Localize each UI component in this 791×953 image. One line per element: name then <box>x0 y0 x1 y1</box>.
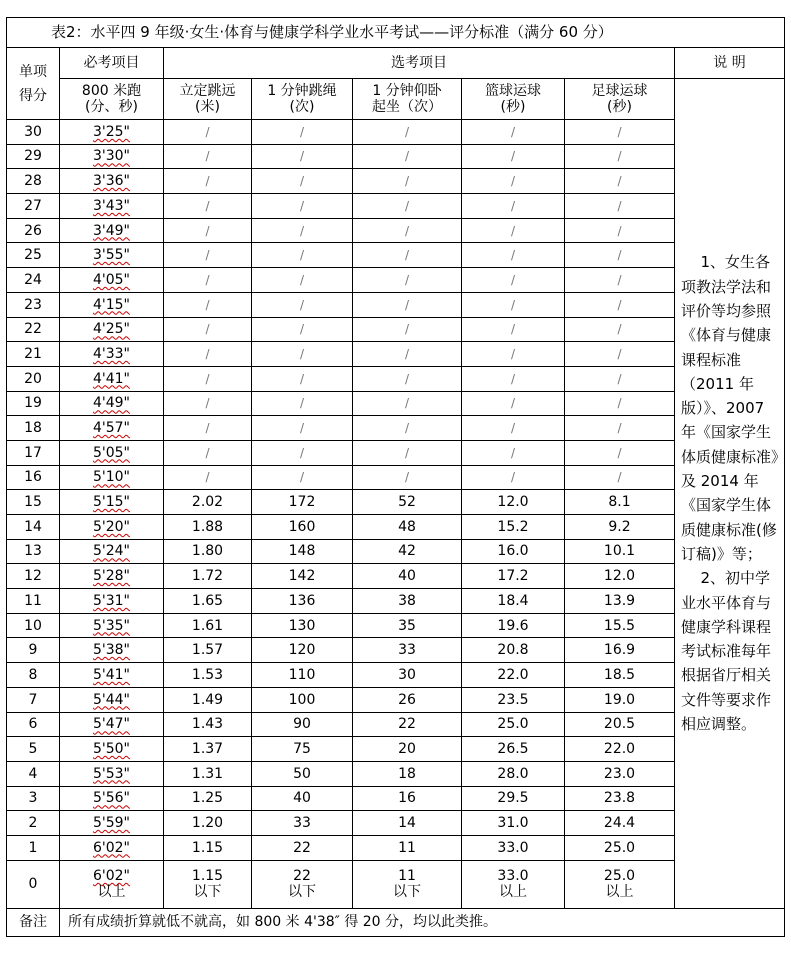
required-group-header: 必考项目 <box>60 48 164 79</box>
basketball-cell: / <box>462 416 565 441</box>
table-row <box>7 366 785 391</box>
basketball-cell: 20.8 <box>462 638 565 663</box>
run-cell: 3'43" <box>60 194 164 219</box>
situp-cell: 20 <box>353 737 462 762</box>
table-row <box>7 144 785 169</box>
football-header: 足球运球 (秒) <box>565 79 675 120</box>
scoring-table <box>6 17 785 937</box>
situp-cell: / <box>353 342 462 367</box>
basketball-cell: / <box>462 292 565 317</box>
situp-cell: / <box>353 268 462 293</box>
jump-cell: / <box>164 218 252 243</box>
score-cell: 17 <box>7 440 60 465</box>
score-cell: 21 <box>7 342 60 367</box>
table-row <box>7 761 785 786</box>
football-cell: / <box>565 194 675 219</box>
jump-cell: 1.53 <box>164 663 252 688</box>
rope-cell: 142 <box>252 564 353 589</box>
rope-cell: 22 以下 <box>252 860 353 908</box>
score-cell: 12 <box>7 564 60 589</box>
score-cell: 8 <box>7 663 60 688</box>
basketball-cell: / <box>462 465 565 490</box>
rope-cell: 160 <box>252 515 353 540</box>
score-cell: 18 <box>7 416 60 441</box>
basketball-header: 篮球运球 (秒) <box>462 79 565 120</box>
run-cell: 5'28" <box>60 564 164 589</box>
jump-cell: / <box>164 391 252 416</box>
run-cell: 3'55" <box>60 243 164 268</box>
football-cell: / <box>565 169 675 194</box>
football-cell: 16.9 <box>565 638 675 663</box>
jump-cell: 1.15 <box>164 835 252 860</box>
run-cell: 5'38" <box>60 638 164 663</box>
run-cell: 3'25" <box>60 120 164 145</box>
table-title: 表2：水平四 9 年级·女生·体育与健康学科学业水平考试——评分标准（满分 60 分） <box>7 18 785 48</box>
rope-cell: 90 <box>252 712 353 737</box>
table-row <box>7 194 785 219</box>
run-cell: 4'05" <box>60 268 164 293</box>
jump-cell: 1.15 以下 <box>164 860 252 908</box>
table-row <box>7 663 785 688</box>
jump-cell: / <box>164 440 252 465</box>
score-cell: 5 <box>7 737 60 762</box>
score-header: 单项得分 <box>7 48 60 120</box>
football-cell: / <box>565 391 675 416</box>
jump-cell: / <box>164 169 252 194</box>
rope-cell: / <box>252 268 353 293</box>
jump-cell: / <box>164 144 252 169</box>
jump-cell: 1.72 <box>164 564 252 589</box>
football-cell: / <box>565 243 675 268</box>
football-cell: 9.2 <box>565 515 675 540</box>
table-row <box>7 218 785 243</box>
score-cell: 28 <box>7 169 60 194</box>
score-cell: 30 <box>7 120 60 145</box>
football-cell: 23.0 <box>565 761 675 786</box>
basketball-cell: / <box>462 268 565 293</box>
situp-cell: 14 <box>353 811 462 836</box>
run-cell: 4'33" <box>60 342 164 367</box>
run-cell: 5'53" <box>60 761 164 786</box>
football-cell: 12.0 <box>565 564 675 589</box>
basketball-cell: / <box>462 391 565 416</box>
jump-cell: / <box>164 292 252 317</box>
rope-cell: 148 <box>252 539 353 564</box>
run-cell: 5'15" <box>60 490 164 515</box>
basketball-cell: 33.0 以上 <box>462 860 565 908</box>
rope-cell: / <box>252 292 353 317</box>
run800-header: 800 米跑 (分、秒) <box>60 79 164 120</box>
run-cell: 6'02" 以上 <box>60 860 164 908</box>
football-cell: 24.4 <box>565 811 675 836</box>
basketball-cell: 25.0 <box>462 712 565 737</box>
situp-cell: 35 <box>353 613 462 638</box>
table-row <box>7 317 785 342</box>
table-row <box>7 687 785 712</box>
table-row <box>7 539 785 564</box>
optional-group-header: 选考项目 <box>164 48 675 79</box>
run-cell: 5'41" <box>60 663 164 688</box>
basketball-cell: / <box>462 169 565 194</box>
run-cell: 3'30" <box>60 144 164 169</box>
situp-cell: / <box>353 292 462 317</box>
basketball-cell: / <box>462 440 565 465</box>
rope-cell: / <box>252 391 353 416</box>
rope-cell: 130 <box>252 613 353 638</box>
jump-cell: 1.61 <box>164 613 252 638</box>
table-row <box>7 416 785 441</box>
basketball-cell: 28.0 <box>462 761 565 786</box>
run-cell: 4'41" <box>60 366 164 391</box>
score-cell: 23 <box>7 292 60 317</box>
basketball-cell: 23.5 <box>462 687 565 712</box>
football-cell: 23.8 <box>565 786 675 811</box>
run-cell: 5'35" <box>60 613 164 638</box>
run-cell: 5'50" <box>60 737 164 762</box>
score-cell: 2 <box>7 811 60 836</box>
score-cell: 16 <box>7 465 60 490</box>
jump-cell: / <box>164 194 252 219</box>
basketball-cell: / <box>462 366 565 391</box>
jump-cell: 1.20 <box>164 811 252 836</box>
score-cell: 26 <box>7 218 60 243</box>
score-cell: 7 <box>7 687 60 712</box>
situp-cell: / <box>353 416 462 441</box>
run-cell: 5'47" <box>60 712 164 737</box>
jump-cell: 1.31 <box>164 761 252 786</box>
run-cell: 4'15" <box>60 292 164 317</box>
score-cell: 14 <box>7 515 60 540</box>
rope-cell: / <box>252 342 353 367</box>
basketball-cell: / <box>462 194 565 219</box>
score-cell: 19 <box>7 391 60 416</box>
score-cell: 4 <box>7 761 60 786</box>
jump-cell: / <box>164 120 252 145</box>
football-cell: 20.5 <box>565 712 675 737</box>
basketball-cell: 22.0 <box>462 663 565 688</box>
table-row <box>7 835 785 860</box>
table-row <box>7 120 785 145</box>
notes-header: 说 明 <box>675 48 785 79</box>
note-2: 2、初中学业水平体育与健康学科课程考试标准每年根据省厅相关文件等要求作相应调整。 <box>681 569 772 733</box>
football-cell: 18.5 <box>565 663 675 688</box>
score-cell: 3 <box>7 786 60 811</box>
jump-cell: 2.02 <box>164 490 252 515</box>
football-cell: / <box>565 120 675 145</box>
table-row <box>7 737 785 762</box>
situp-cell: 38 <box>353 589 462 614</box>
run-cell: 5'20" <box>60 515 164 540</box>
basketball-cell: 17.2 <box>462 564 565 589</box>
situp-cell: 18 <box>353 761 462 786</box>
rope-cell: 136 <box>252 589 353 614</box>
jump-cell: 1.57 <box>164 638 252 663</box>
basketball-cell: / <box>462 243 565 268</box>
situp-cell: / <box>353 194 462 219</box>
situp-cell: 52 <box>353 490 462 515</box>
table-row <box>7 391 785 416</box>
basketball-cell: / <box>462 144 565 169</box>
table-row <box>7 564 785 589</box>
rope-cell: 75 <box>252 737 353 762</box>
table-row <box>7 243 785 268</box>
run-cell: 4'49" <box>60 391 164 416</box>
jump-cell: / <box>164 317 252 342</box>
situp-cell: 48 <box>353 515 462 540</box>
situp-cell: 40 <box>353 564 462 589</box>
situp-cell: / <box>353 440 462 465</box>
rope-cell: / <box>252 416 353 441</box>
table-row-zero <box>7 860 785 908</box>
football-cell: 8.1 <box>565 490 675 515</box>
situp-cell: 42 <box>353 539 462 564</box>
run-cell: 5'24" <box>60 539 164 564</box>
table-row <box>7 712 785 737</box>
run-cell: 5'59" <box>60 811 164 836</box>
basketball-cell: 18.4 <box>462 589 565 614</box>
run-cell: 5'56" <box>60 786 164 811</box>
rope-cell: / <box>252 243 353 268</box>
score-cell: 22 <box>7 317 60 342</box>
run-cell: 4'57" <box>60 416 164 441</box>
jump-cell: 1.37 <box>164 737 252 762</box>
run-cell: 4'25" <box>60 317 164 342</box>
football-cell: 19.0 <box>565 687 675 712</box>
football-cell: / <box>565 416 675 441</box>
rope-cell: / <box>252 218 353 243</box>
jump-cell: 1.43 <box>164 712 252 737</box>
rope-cell: / <box>252 120 353 145</box>
score-cell: 6 <box>7 712 60 737</box>
remark-label: 备注 <box>7 908 60 936</box>
score-cell: 29 <box>7 144 60 169</box>
jump-cell: / <box>164 342 252 367</box>
football-cell: / <box>565 465 675 490</box>
basketball-cell: 26.5 <box>462 737 565 762</box>
football-cell: / <box>565 440 675 465</box>
rope-cell: 110 <box>252 663 353 688</box>
football-cell: 15.5 <box>565 613 675 638</box>
basketball-cell: 33.0 <box>462 835 565 860</box>
football-cell: 25.0 <box>565 835 675 860</box>
basketball-cell: / <box>462 342 565 367</box>
jump-cell: 1.80 <box>164 539 252 564</box>
football-cell: 10.1 <box>565 539 675 564</box>
run-cell: 5'44" <box>60 687 164 712</box>
score-cell: 27 <box>7 194 60 219</box>
run-cell: 5'31" <box>60 589 164 614</box>
rope-cell: / <box>252 194 353 219</box>
rope-cell: / <box>252 366 353 391</box>
situp-cell: / <box>353 366 462 391</box>
rope-cell: 172 <box>252 490 353 515</box>
score-cell: 9 <box>7 638 60 663</box>
basketball-cell: / <box>462 317 565 342</box>
jump-cell: / <box>164 268 252 293</box>
note-1: 1、女生各项教法学法和评价等均参照《体育与健康课程标准（2011 年版）》、2007 年《国家学生体质健康标准》及 2014 年《国家学生体质健康标准(修订稿)》等； <box>681 253 779 563</box>
football-cell: 22.0 <box>565 737 675 762</box>
jump-header: 立定跳远 (米) <box>164 79 252 120</box>
jump-cell: 1.88 <box>164 515 252 540</box>
situp-cell: 26 <box>353 687 462 712</box>
table-row <box>7 440 785 465</box>
jump-cell: / <box>164 366 252 391</box>
rope-cell: 33 <box>252 811 353 836</box>
jump-cell: / <box>164 465 252 490</box>
jump-cell: 1.65 <box>164 589 252 614</box>
score-cell: 24 <box>7 268 60 293</box>
table-row <box>7 515 785 540</box>
table-row <box>7 268 785 293</box>
score-cell: 10 <box>7 613 60 638</box>
remark-text: 所有成绩折算就低不就高，如 800 米 4'38″ 得 20 分，均以此类推。 <box>60 908 785 936</box>
rope-header: 1 分钟跳绳 (次) <box>252 79 353 120</box>
run-cell: 5'05" <box>60 440 164 465</box>
rope-cell: 50 <box>252 761 353 786</box>
situp-header: 1 分钟仰卧 起坐（次） <box>353 79 462 120</box>
table-row <box>7 786 785 811</box>
run-cell: 6'02" <box>60 835 164 860</box>
rope-cell: 40 <box>252 786 353 811</box>
rope-cell: / <box>252 169 353 194</box>
jump-cell: 1.49 <box>164 687 252 712</box>
table-row <box>7 342 785 367</box>
football-cell: / <box>565 268 675 293</box>
basketball-cell: 19.6 <box>462 613 565 638</box>
basketball-cell: 31.0 <box>462 811 565 836</box>
basketball-cell: / <box>462 120 565 145</box>
rope-cell: 100 <box>252 687 353 712</box>
situp-cell: / <box>353 144 462 169</box>
jump-cell: / <box>164 243 252 268</box>
football-cell: 25.0 以上 <box>565 860 675 908</box>
basketball-cell: 29.5 <box>462 786 565 811</box>
basketball-cell: 12.0 <box>462 490 565 515</box>
basketball-cell: 15.2 <box>462 515 565 540</box>
situp-cell: / <box>353 391 462 416</box>
football-cell: / <box>565 218 675 243</box>
rope-cell: / <box>252 440 353 465</box>
situp-cell: 33 <box>353 638 462 663</box>
score-cell: 11 <box>7 589 60 614</box>
situp-cell: 30 <box>353 663 462 688</box>
football-cell: / <box>565 144 675 169</box>
notes-cell <box>675 79 785 909</box>
run-cell: 5'10" <box>60 465 164 490</box>
situp-cell: 22 <box>353 712 462 737</box>
score-cell: 0 <box>7 860 60 908</box>
run-cell: 3'49" <box>60 218 164 243</box>
situp-cell: / <box>353 465 462 490</box>
basketball-cell: / <box>462 218 565 243</box>
score-cell: 13 <box>7 539 60 564</box>
football-cell: / <box>565 342 675 367</box>
basketball-cell: 16.0 <box>462 539 565 564</box>
run-cell: 3'36" <box>60 169 164 194</box>
football-cell: / <box>565 292 675 317</box>
rope-cell: / <box>252 317 353 342</box>
football-cell: 13.9 <box>565 589 675 614</box>
rope-cell: 22 <box>252 835 353 860</box>
table-row <box>7 169 785 194</box>
table-row <box>7 490 785 515</box>
situp-cell: / <box>353 243 462 268</box>
situp-cell: / <box>353 317 462 342</box>
situp-cell: / <box>353 120 462 145</box>
football-cell: / <box>565 317 675 342</box>
table-row <box>7 638 785 663</box>
rope-cell: / <box>252 144 353 169</box>
table-row <box>7 292 785 317</box>
score-cell: 15 <box>7 490 60 515</box>
situp-cell: 11 <box>353 835 462 860</box>
situp-cell: / <box>353 218 462 243</box>
table-row <box>7 613 785 638</box>
situp-cell: / <box>353 169 462 194</box>
score-cell: 1 <box>7 835 60 860</box>
rope-cell: / <box>252 465 353 490</box>
table-row <box>7 811 785 836</box>
football-cell: / <box>565 366 675 391</box>
table-row <box>7 589 785 614</box>
rope-cell: 120 <box>252 638 353 663</box>
table-row <box>7 465 785 490</box>
situp-cell: 16 <box>353 786 462 811</box>
score-cell: 20 <box>7 366 60 391</box>
jump-cell: 1.25 <box>164 786 252 811</box>
score-cell: 25 <box>7 243 60 268</box>
jump-cell: / <box>164 416 252 441</box>
situp-cell: 11 以下 <box>353 860 462 908</box>
